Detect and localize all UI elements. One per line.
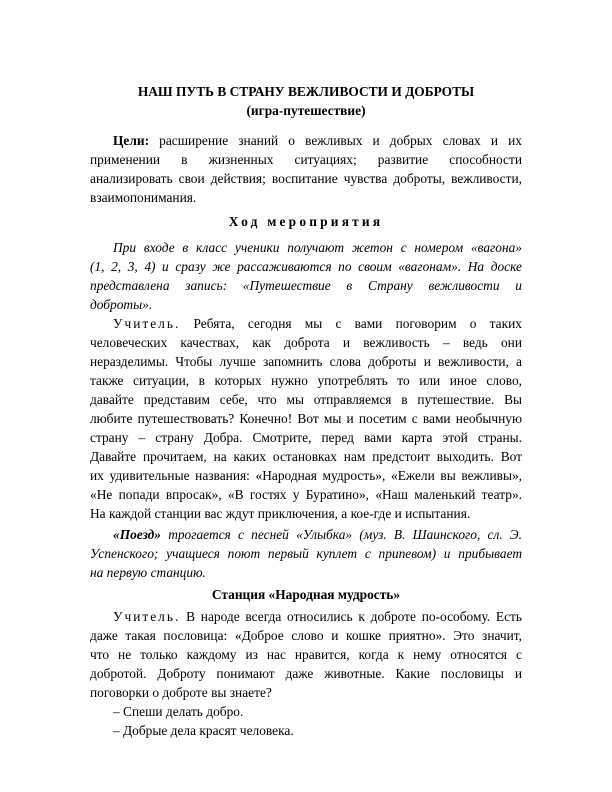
teacher-paragraph-line: любите путешествовать? Конечно! Вот мы и посетим с вами необычную bbox=[90, 411, 522, 426]
train-song-label: «Поезд» bbox=[113, 527, 161, 542]
train-line: на первую станцию. bbox=[90, 565, 206, 580]
teacher-paragraph-line: что не только каждому из нас нравится, когда к нему относятся с bbox=[90, 647, 522, 662]
teacher-paragraph-line: «Не попади впросак», «В гостях у Буратино», «Наш маленький театр». bbox=[90, 487, 522, 502]
speaker-label: Учитель. bbox=[113, 609, 181, 624]
speaker-label: Учитель. bbox=[113, 316, 181, 331]
train-line: Успенского; учащиеся поют первый куплет с припевом) и прибывает bbox=[90, 546, 522, 561]
intro-line: представлена запись: «Путешествие в Страну вежливости и bbox=[90, 278, 522, 293]
teacher-paragraph-line: Учитель. В народе всегда относились к доброте по-особому. Есть bbox=[113, 609, 522, 624]
goals-line: Цели: расширение знаний о вежливых и добрых словах и их bbox=[113, 133, 522, 148]
teacher-paragraph-line: На каждой станции вас ждут приключения, а кое-где и испытания. bbox=[90, 506, 471, 521]
teacher-paragraph-line: добротой. Доброту понимают даже животные. Какие пословицы и bbox=[90, 666, 522, 681]
teacher-paragraph-line: страну – страну Добра. Смотрите, перед вами карта этой страны. bbox=[90, 430, 522, 445]
page-subtitle: (игра-путешествие) bbox=[246, 103, 366, 118]
proverb-item: – Добрые дела красят человека. bbox=[113, 723, 294, 738]
goals-label: Цели: bbox=[113, 133, 150, 148]
intro-line: доброты». bbox=[90, 297, 153, 312]
page-title: НАШ ПУТЬ В СТРАНУ ВЕЖЛИВОСТИ И ДОБРОТЫ bbox=[137, 84, 475, 99]
teacher-paragraph-line: их удивительные названия: «Народная мудрость», «Ежели вы вежливы», bbox=[90, 468, 522, 483]
intro-line: (1, 2, 3, 4) и сразу же рассаживаются по своим «вагонам». На доске bbox=[90, 259, 522, 274]
intro-line: При входе в класс ученики получают жетон с номером «вагона» bbox=[113, 240, 522, 255]
teacher-paragraph-line: Учитель. Ребята, сегодня мы с вами поговорим о таких bbox=[113, 316, 522, 331]
goals-line: применении в жизненных ситуациях; развитие способности bbox=[90, 152, 522, 167]
teacher-paragraph-line: даже такая пословица: «Доброе слово и кошке приятно». Это значит, bbox=[90, 628, 522, 643]
proverb-item: – Спеши делать добро. bbox=[113, 704, 244, 719]
teacher-paragraph-line: также ситуации, в которых нужно употреблять то или иное слово, bbox=[90, 373, 522, 388]
teacher-paragraph-line: человеческих качествах, как доброта и вежливость – ведь они bbox=[90, 335, 522, 350]
train-line: «Поезд» трогается с песней «Улыбка» (муз. В. Шаинского, сл. Э. bbox=[113, 527, 522, 542]
teacher-paragraph-line: неразделимы. Чтобы лучше запомнить слова доброты и вежливости, а bbox=[90, 354, 522, 369]
station-title: Станция «Народная мудрость» bbox=[211, 587, 401, 602]
goals-line: анализировать свои действия; воспитание чувства доброты, вежливости, bbox=[90, 171, 522, 186]
teacher-paragraph-line: Давайте прочитаем, на каких остановках нам предстоит выходить. Вот bbox=[90, 449, 522, 464]
teacher-paragraph-line: давайте представим себе, что мы отправляемся в путешествие. Вы bbox=[90, 392, 522, 407]
teacher-paragraph-line: поговорки о доброте вы знаете? bbox=[90, 685, 272, 700]
goals-line: взаимопонимания. bbox=[90, 190, 197, 205]
section-heading: Ход мероприятия bbox=[228, 214, 384, 229]
